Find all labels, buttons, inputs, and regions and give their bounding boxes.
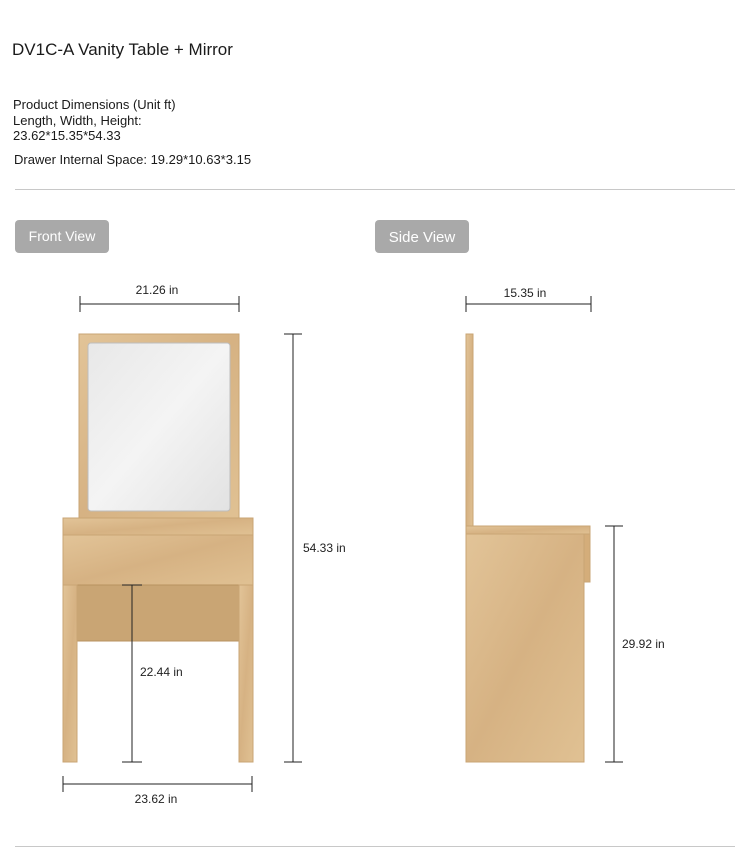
- side-drawer-lip: [584, 534, 590, 582]
- dim-side-height: [605, 526, 623, 762]
- dim-total-height: [284, 334, 302, 762]
- label-leg-height: 22.44 in: [140, 665, 183, 679]
- page-title: DV1C-A Vanity Table + Mirror: [12, 40, 233, 59]
- side-tabletop: [466, 526, 590, 534]
- product-dimensions-text: Product Dimensions (Unit ft) Length, Width, Height: 23.62*15.35*54.33: [13, 97, 176, 143]
- label-table-width: 23.62 in: [134, 792, 178, 806]
- label-side-depth: 15.35 in: [503, 286, 547, 300]
- label-mirror-width: 21.26 in: [135, 283, 179, 297]
- side-view-button[interactable]: Side View: [375, 220, 469, 253]
- front-view-button[interactable]: Front View: [15, 220, 109, 253]
- front-view-vanity: [63, 334, 253, 762]
- tabletop: [63, 518, 253, 535]
- left-leg: [63, 585, 77, 762]
- drawer-front: [63, 535, 253, 585]
- bottom-divider: [15, 846, 735, 847]
- right-leg: [239, 585, 253, 762]
- drawer-space-text: Drawer Internal Space: 19.29*10.63*3.15: [14, 152, 252, 167]
- label-side-height: 29.92 in: [622, 637, 665, 651]
- side-mirror-edge: [466, 334, 473, 528]
- side-panel: [466, 534, 584, 762]
- label-total-height: 54.33 in: [303, 541, 346, 555]
- dim-mirror-width: [80, 296, 239, 312]
- back-panel: [77, 585, 239, 641]
- mirror-glass: [88, 343, 230, 511]
- side-view-vanity: [466, 334, 590, 762]
- dim-table-width: [63, 776, 252, 792]
